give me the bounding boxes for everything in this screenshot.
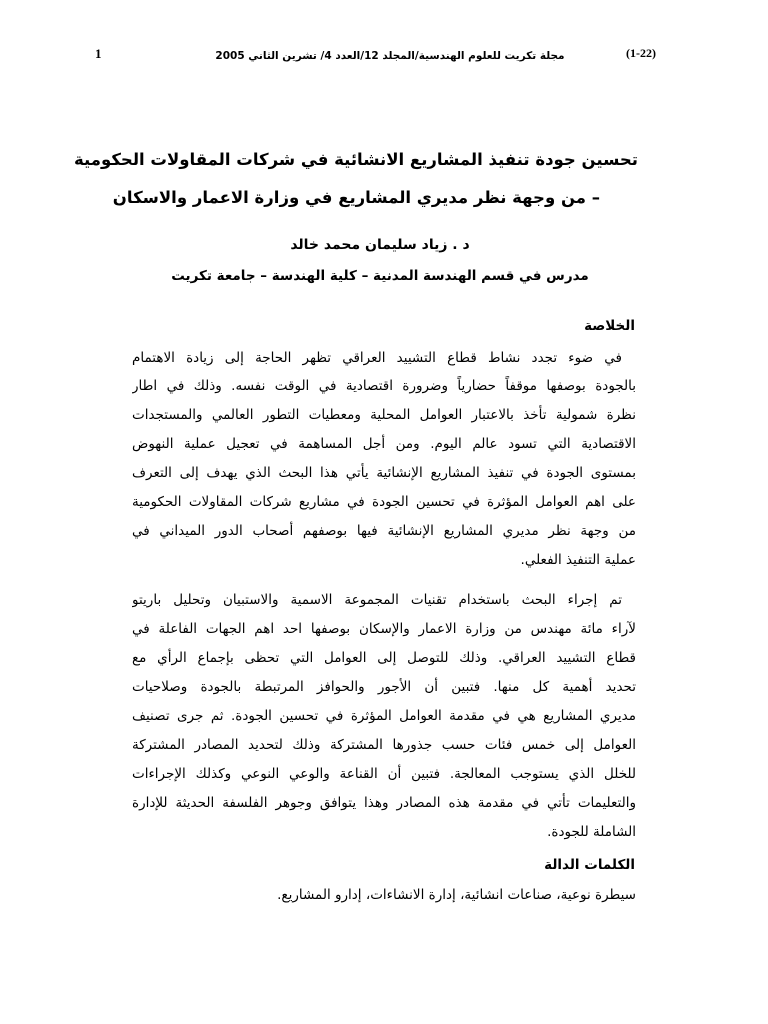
abstract-heading: الخلاصة	[584, 318, 635, 334]
abstract-line: والتعليمات تأتي في مقدمة هذه المصادر وهذا يتوافق وجوهر الفلسفة الحديثة للإدارة	[132, 795, 636, 811]
paper-title-line-1: تحسين جودة تنفيذ المشاريع الانشائية في شركات المقاولات الحكومية	[74, 150, 638, 169]
journal-citation: مجلة تكريت للعلوم الهندسية/المجلد 12/العدد 4/ تشرين الثاني 2005	[215, 50, 565, 62]
abstract-line: على اهم العوامل المؤثرة في تحسين الجودة في مشاريع شركات المقاولات الحكومية	[132, 494, 636, 510]
abstract-line: الاقتصادية التي تسود عالم اليوم. ومن أجل المساهمة في تعجيل عملية النهوض	[132, 436, 636, 452]
abstract-line: عملية التنفيذ الفعلي.	[520, 552, 636, 568]
abstract-line: لآراء مائة مهندس من وزارة الاعمار والإسكان بوصفها احد اهم الجهات الفاعلة في	[132, 621, 636, 637]
abstract-line: الشاملة للجودة.	[547, 824, 636, 840]
abstract-line: قطاع التشييد العراقي. وذلك للتوصل إلى العوامل التي تحظى بإجماع الرأي مع	[132, 650, 636, 666]
page-range: (1-22)	[626, 46, 656, 60]
abstract-line: تحديد أهمية كل منها. فتبين أن الأجور والحوافز المرتبطة بالجودة وصلاحيات	[132, 679, 636, 695]
abstract-line: العوامل إلى خمس فئات حسب جذورها المشتركة وذلك لتحديد المصادر المشتركة	[132, 737, 636, 753]
abstract-line: مديري المشاريع هي في مقدمة العوامل المؤثرة في تحسين الجودة. ثم جرى تصنيف	[132, 708, 636, 724]
abstract-line: بالجودة بوصفها موقفاً حضارياً وضرورة اقتصادية في الوقت نفسه. وذلك في اطار	[132, 378, 636, 394]
keywords-text: سيطرة نوعية، صناعات انشائية، إدارة الانشاءات، إدارو المشاريع.	[277, 887, 636, 903]
abstract-line: تم إجراء البحث باستخدام تقنيات المجموعة الاسمية والاستبيان وتحليل باريتو	[132, 592, 622, 608]
abstract-line: من وجهة نظر مديري المشاريع الإنشائية فيها بوصفهم أصحاب الدور الميداني في	[132, 523, 636, 539]
abstract-line: للخلل الذي يستوجب المعالجة. فتبين أن القناعة والوعي النوعي وكذلك الإجراءات	[132, 766, 636, 782]
page-number: 1	[95, 46, 102, 61]
paper-title-line-2: – من وجهة نظر مديري المشاريع في وزارة الاعمار والاسكان	[112, 188, 600, 207]
author-name: د . زياد سليمان محمد خالد	[290, 237, 470, 253]
abstract-line: بمستوى الجودة في تنفيذ المشاريع الإنشائية يأتي هذا البحث الذي يهدف إلى التعرف	[132, 465, 636, 481]
keywords-heading: الكلمات الدالة	[544, 857, 635, 873]
abstract-line: في ضوء تجدد نشاط قطاع التشييد العراقي تظهر الحاجة إلى زيادة الاهتمام	[132, 350, 622, 366]
author-affiliation: مدرس في قسم الهندسة المدنية – كلية الهندسة – جامعة تكريت	[171, 268, 589, 284]
abstract-line: نظرة شمولية تأخذ بالاعتبار العوامل المحلية ومعطيات التطور العالمي والمستجدات	[132, 407, 636, 423]
